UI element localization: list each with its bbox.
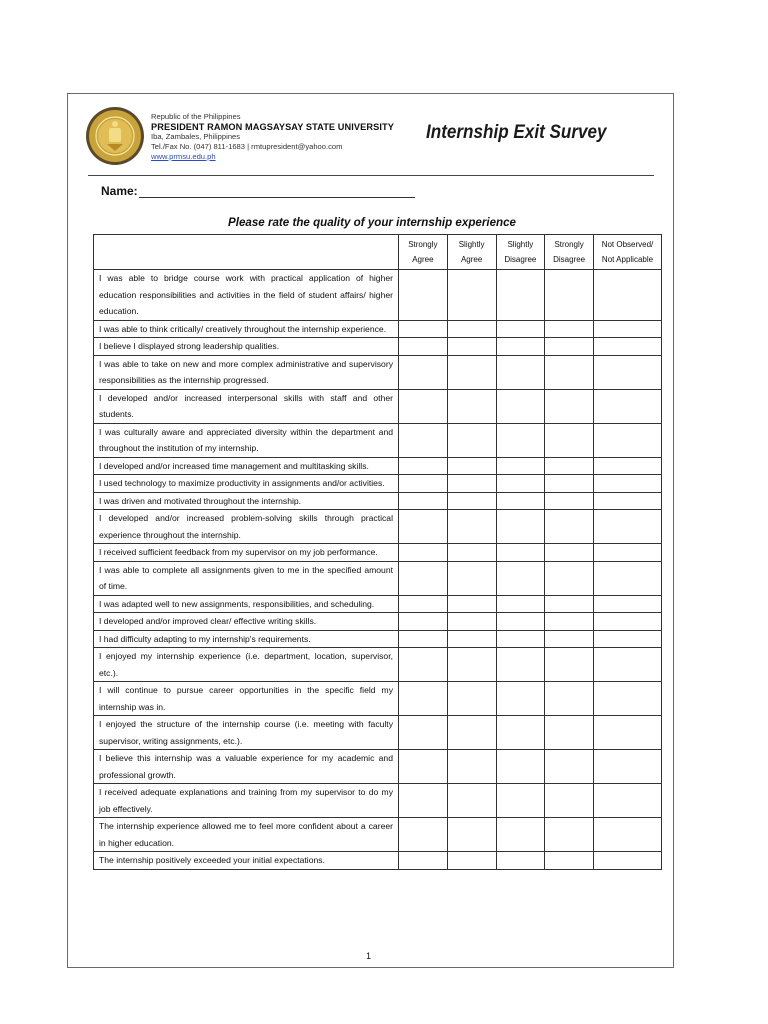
rating-cell[interactable] (447, 818, 496, 852)
rating-cell[interactable] (447, 716, 496, 750)
rating-table (93, 234, 662, 870)
rating-cell[interactable] (399, 544, 448, 562)
university-seal-logo (85, 106, 145, 166)
rating-cell[interactable] (594, 389, 662, 423)
rating-cell[interactable] (496, 716, 545, 750)
rating-cell[interactable] (447, 492, 496, 510)
rating-cell[interactable] (496, 544, 545, 562)
address-text: Iba, Zambales, Philippines (151, 132, 241, 141)
rating-cell[interactable] (545, 561, 594, 595)
republic-text: Republic of the Philippines (151, 112, 241, 121)
question-text: I believe I displayed strong leadership qualities. (94, 338, 399, 356)
rating-cell[interactable] (594, 475, 662, 493)
rating-cell[interactable] (447, 320, 496, 338)
rating-cell[interactable] (447, 355, 496, 389)
rating-cell[interactable] (399, 561, 448, 595)
rating-cell[interactable] (399, 750, 448, 784)
rating-cell[interactable] (447, 613, 496, 631)
rating-cell[interactable] (545, 595, 594, 613)
rating-cell[interactable] (594, 492, 662, 510)
question-text: I received adequate explanations and training from my supervisor to do my job effectively. (94, 784, 399, 818)
question-text: I was culturally aware and appreciated diversity within the department and throughout the institution of my internship. (94, 423, 399, 457)
question-text: I was able to complete all assignments given to me in the specified amount of time. (94, 561, 399, 595)
table-row (94, 613, 662, 631)
rating-cell[interactable] (594, 544, 662, 562)
rating-cell[interactable] (447, 852, 496, 870)
rating-cell[interactable] (496, 750, 545, 784)
university-name: PRESIDENT RAMON MAGSAYSAY STATE UNIVERSITY (151, 122, 394, 132)
header-divider (88, 175, 654, 176)
rating-cell[interactable] (545, 852, 594, 870)
table-row (94, 561, 662, 595)
table-row (94, 492, 662, 510)
rating-cell[interactable] (496, 355, 545, 389)
rating-cell[interactable] (447, 750, 496, 784)
question-text: I was driven and motivated throughout the internship. (94, 492, 399, 510)
table-row (94, 544, 662, 562)
rating-cell[interactable] (496, 561, 545, 595)
rating-cell[interactable] (594, 270, 662, 321)
question-text: I developed and/or increased time management and multitasking skills. (94, 457, 399, 475)
rating-cell[interactable] (594, 338, 662, 356)
survey-page (67, 93, 674, 968)
question-text: The internship positively exceeded your initial expectations. (94, 852, 399, 870)
table-row (94, 750, 662, 784)
rating-cell[interactable] (399, 648, 448, 682)
contact-text: Tel./Fax No. (047) 811-1683 | rmtupresident@yahoo.com (151, 142, 343, 151)
table-row (94, 338, 662, 356)
rating-cell[interactable] (496, 492, 545, 510)
question-text: I was able to think critically/ creatively throughout the internship experience. (94, 320, 399, 338)
rating-cell[interactable] (496, 784, 545, 818)
rating-cell[interactable] (447, 338, 496, 356)
table-row (94, 630, 662, 648)
rating-cell[interactable] (447, 595, 496, 613)
rating-cell[interactable] (447, 389, 496, 423)
rating-cell[interactable] (545, 818, 594, 852)
rating-cell[interactable] (545, 510, 594, 544)
rating-cell[interactable] (594, 510, 662, 544)
rating-cell[interactable] (399, 270, 448, 321)
rating-cell[interactable] (447, 544, 496, 562)
rating-cell[interactable] (399, 784, 448, 818)
rating-cell[interactable] (399, 595, 448, 613)
table-row (94, 682, 662, 716)
rating-cell[interactable] (496, 648, 545, 682)
column-header: Slightly Disagree (496, 235, 545, 270)
rating-cell[interactable] (545, 648, 594, 682)
table-row (94, 423, 662, 457)
rating-cell[interactable] (545, 423, 594, 457)
rating-cell[interactable] (594, 630, 662, 648)
question-text: The internship experience allowed me to feel more confident about a career in higher education. (94, 818, 399, 852)
column-header: Strongly Disagree (545, 235, 594, 270)
rating-cell[interactable] (496, 630, 545, 648)
question-text: I developed and/or increased problem-solving skills through practical experience throughout the internship. (94, 510, 399, 544)
document-title: Internship Exit Survey (426, 122, 607, 143)
question-text: I developed and/or improved clear/ effective writing skills. (94, 613, 399, 631)
rating-cell[interactable] (496, 818, 545, 852)
rating-cell[interactable] (447, 682, 496, 716)
rating-cell[interactable] (545, 544, 594, 562)
rating-cell[interactable] (594, 355, 662, 389)
rating-cell[interactable] (399, 492, 448, 510)
rating-cell[interactable] (545, 475, 594, 493)
rating-cell[interactable] (545, 338, 594, 356)
rating-cell[interactable] (496, 338, 545, 356)
website-link[interactable]: www.prmsu.edu.ph (151, 152, 216, 161)
table-row (94, 320, 662, 338)
rating-cell[interactable] (545, 355, 594, 389)
rating-cell[interactable] (496, 270, 545, 321)
page-number: 1 (366, 951, 372, 961)
question-text: I received sufficient feedback from my supervisor on my job performance. (94, 544, 399, 562)
rating-cell[interactable] (594, 320, 662, 338)
rating-cell[interactable] (496, 423, 545, 457)
rating-cell[interactable] (399, 389, 448, 423)
rating-cell[interactable] (496, 389, 545, 423)
table-row (94, 475, 662, 493)
rating-cell[interactable] (447, 648, 496, 682)
rating-cell[interactable] (447, 510, 496, 544)
table-row (94, 595, 662, 613)
question-text: I enjoyed my internship experience (i.e. department, location, supervisor, etc.). (94, 648, 399, 682)
table-row (94, 852, 662, 870)
rating-cell[interactable] (447, 457, 496, 475)
rating-cell[interactable] (447, 423, 496, 457)
rating-cell[interactable] (545, 320, 594, 338)
rating-cell[interactable] (399, 682, 448, 716)
rating-cell[interactable] (399, 613, 448, 631)
rating-cell[interactable] (594, 818, 662, 852)
rating-cell[interactable] (594, 613, 662, 631)
rating-cell[interactable] (545, 457, 594, 475)
rating-cell[interactable] (594, 682, 662, 716)
question-text: I used technology to maximize productivity in assignments and/or activities. (94, 475, 399, 493)
question-text: I was able to bridge course work with practical application of higher education responsibilities and activities in the field of student affairs/ higher education. (94, 270, 399, 321)
rating-instructions: Please rate the quality of your internship experience (228, 216, 517, 229)
question-text: I was adapted well to new assignments, responsibilities, and scheduling. (94, 595, 399, 613)
rating-cell[interactable] (496, 613, 545, 631)
rating-cell[interactable] (594, 852, 662, 870)
name-label: Name: (101, 184, 138, 198)
rating-cell[interactable] (399, 338, 448, 356)
rating-cell[interactable] (399, 510, 448, 544)
question-text: I will continue to pursue career opportunities in the specific field my internship was in. (94, 682, 399, 716)
table-row (94, 648, 662, 682)
rating-cell[interactable] (399, 818, 448, 852)
rating-cell[interactable] (496, 682, 545, 716)
rating-cell[interactable] (447, 270, 496, 321)
rating-cell[interactable] (496, 320, 545, 338)
rating-cell[interactable] (496, 457, 545, 475)
rating-cell[interactable] (594, 784, 662, 818)
rating-cell[interactable] (545, 682, 594, 716)
rating-cell[interactable] (545, 613, 594, 631)
rating-cell[interactable] (399, 457, 448, 475)
rating-cell[interactable] (545, 750, 594, 784)
column-header: Slightly Agree (447, 235, 496, 270)
table-row (94, 355, 662, 389)
rating-cell[interactable] (594, 595, 662, 613)
rating-cell[interactable] (594, 750, 662, 784)
rating-cell[interactable] (399, 355, 448, 389)
rating-cell[interactable] (399, 423, 448, 457)
letterhead (151, 112, 394, 162)
rating-cell[interactable] (594, 716, 662, 750)
rating-cell[interactable] (594, 648, 662, 682)
rating-cell[interactable] (447, 561, 496, 595)
question-text: I was able to take on new and more complex administrative and supervisory responsibilities as the internship progressed. (94, 355, 399, 389)
rating-cell[interactable] (594, 561, 662, 595)
question-text: I believe this internship was a valuable experience for my academic and professional growth. (94, 750, 399, 784)
rating-cell[interactable] (496, 510, 545, 544)
rating-cell[interactable] (545, 630, 594, 648)
table-row (94, 716, 662, 750)
rating-cell[interactable] (447, 475, 496, 493)
rating-cell[interactable] (399, 475, 448, 493)
table-row (94, 784, 662, 818)
rating-cell[interactable] (496, 475, 545, 493)
rating-cell[interactable] (399, 320, 448, 338)
rating-cell[interactable] (399, 716, 448, 750)
table-row (94, 510, 662, 544)
rating-cell[interactable] (399, 630, 448, 648)
rating-cell[interactable] (447, 630, 496, 648)
rating-cell[interactable] (399, 852, 448, 870)
table-row (94, 457, 662, 475)
table-row (94, 818, 662, 852)
rating-cell[interactable] (545, 270, 594, 321)
table-row (94, 270, 662, 321)
rating-cell[interactable] (496, 852, 545, 870)
rating-cell[interactable] (545, 389, 594, 423)
question-text: I enjoyed the structure of the internship course (i.e. meeting with faculty supervisor, writing assignments, etc.). (94, 716, 399, 750)
rating-cell[interactable] (496, 595, 545, 613)
rating-cell[interactable] (545, 492, 594, 510)
table-header-row (94, 235, 662, 270)
rating-cell[interactable] (447, 784, 496, 818)
question-text: I had difficulty adapting to my internship's requirements. (94, 630, 399, 648)
rating-cell[interactable] (545, 716, 594, 750)
rating-cell[interactable] (594, 457, 662, 475)
table-row (94, 389, 662, 423)
column-header: Strongly Agree (399, 235, 448, 270)
question-column-header (94, 235, 399, 270)
question-text: I developed and/or increased interpersonal skills with staff and other students. (94, 389, 399, 423)
column-header: Not Observed/ Not Applicable (594, 235, 662, 270)
rating-cell[interactable] (594, 423, 662, 457)
rating-cell[interactable] (545, 784, 594, 818)
name-field-line[interactable] (139, 197, 415, 198)
